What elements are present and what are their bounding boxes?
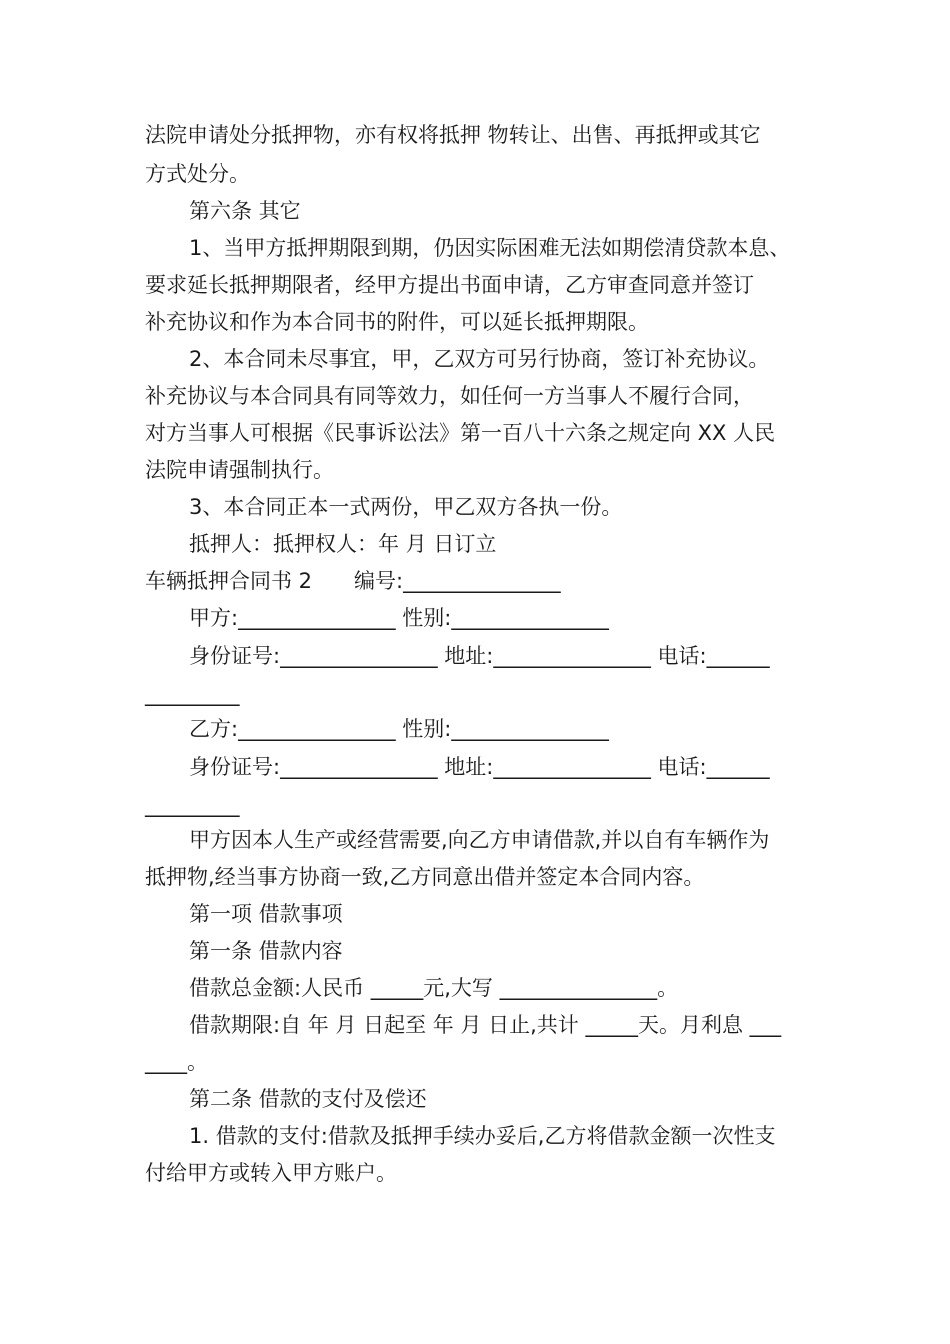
loan-term-field-cont: ____。 — [145, 1050, 208, 1074]
paragraph-line: 1. 借款的支付:借款及抵押手续办妥后,乙方将借款金额一次性支 — [189, 1124, 776, 1148]
party-a-id-field: 身份证号:_______________ 地址:_______________ 电话:______ — [189, 644, 770, 668]
loan-amount-field: 借款总金额:人民币 _____元,大写 _______________。 — [189, 976, 679, 1000]
party-a-field: 甲方:_______________ 性别:_______________ — [189, 606, 609, 630]
paragraph-line: 抵押物,经当事方协商一致,乙方同意出借并签定本合同内容。 — [145, 865, 705, 889]
party-b-id-field: 身份证号:_______________ 地址:_______________ 电话:______ — [189, 755, 770, 779]
paragraph-line: 3、本合同正本一式两份，甲乙双方各执一份。 — [189, 495, 623, 519]
party-a-id-field-cont: _________ — [145, 682, 240, 706]
paragraph-line: 2、本合同未尽事宜，甲，乙双方可另行协商，签订补充协议。 — [189, 347, 770, 371]
party-b-id-field-cont: _________ — [145, 793, 240, 817]
paragraph-line: 补充协议和作为本合同书的附件，可以延长抵押期限。 — [145, 310, 649, 334]
section-heading: 第一项 借款事项 — [189, 902, 343, 926]
paragraph-line: 方式处分。 — [145, 162, 250, 186]
paragraph-line: 对方当事人可根据《民事诉讼法》第一百八十六条之规定向 XX 人民 — [145, 421, 776, 445]
paragraph-line: 法院申请处分抵押物，亦有权将抵押 物转让、出售、再抵押或其它 — [145, 123, 761, 147]
paragraph-line: 法院申请强制执行。 — [145, 458, 334, 482]
signature-line: 抵押人：抵押权人：年 月 日订立 — [189, 532, 497, 556]
paragraph-line: 1、当甲方抵押期限到期，仍因实际困难无法如期偿清贷款本息、 — [189, 236, 791, 260]
section-heading: 第六条 其它 — [189, 199, 301, 223]
paragraph-line: 要求延长抵押期限者，经甲方提出书面申请，乙方审查同意并签订 — [145, 273, 754, 297]
loan-term-field: 借款期限:自 年 月 日起至 年 月 日止,共计 _____天。月利息 ___ — [189, 1013, 782, 1037]
paragraph-line: 甲方因本人生产或经营需要,向乙方申请借款,并以自有车辆作为 — [189, 828, 770, 852]
party-b-field: 乙方:_______________ 性别:_______________ — [189, 717, 609, 741]
paragraph-line: 补充协议与本合同具有同等效力，如任何一方当事人不履行合同， — [145, 384, 754, 408]
paragraph-line: 付给甲方或转入甲方账户。 — [145, 1161, 397, 1185]
section-heading: 第一条 借款内容 — [189, 939, 343, 963]
contract-title: 车辆抵押合同书 2 编号:_______________ — [145, 569, 561, 593]
section-heading: 第二条 借款的支付及偿还 — [189, 1087, 427, 1111]
